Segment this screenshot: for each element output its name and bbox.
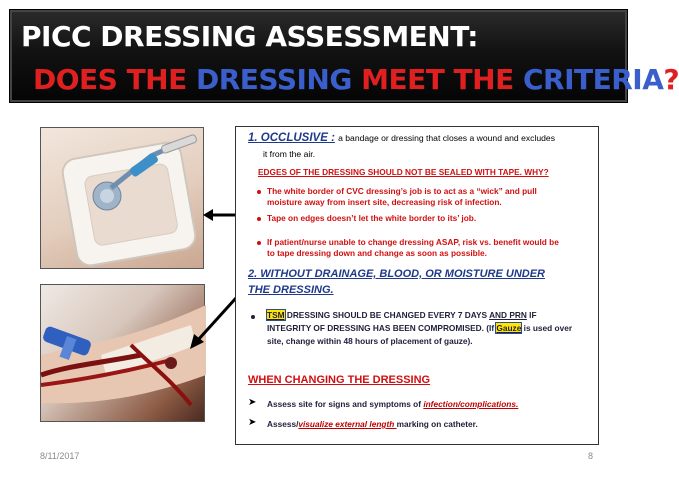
tape-subheading: EDGES OF THE DRESSING SHOULD NOT BE SEALED WITH TAPE. WHY? xyxy=(258,167,549,177)
tsm-text: TSM DRESSING SHOULD BE CHANGED EVERY 7 DAYS AND PRN IF xyxy=(267,310,537,320)
assess-item: Assess/visualize external length marking on catheter. xyxy=(267,419,478,429)
slide-date: 8/11/2017 xyxy=(40,451,80,461)
arrow-left-icon xyxy=(203,208,237,222)
bullet-dot-icon xyxy=(257,217,261,221)
arrow-down-left-icon xyxy=(188,296,238,350)
tsm-highlight: TSM xyxy=(267,310,285,320)
drainage-heading-cont: THE DRESSING. xyxy=(248,284,334,296)
slide-subtitle: DOES THE DRESSING MEET THE CRITERIA? xyxy=(33,63,679,96)
occlusive-heading: 1. OCCLUSIVE : a bandage or dressing that closes a wound and excludes xyxy=(248,132,556,144)
slide-title: PICC DRESSING ASSESSMENT: xyxy=(21,20,479,53)
gauze-highlight: Gauze xyxy=(496,323,522,333)
tsm-text: INTEGRITY OF DRESSING HAS BEEN COMPROMISED. (If Gauze is used over xyxy=(267,323,573,333)
slide-number: 8 xyxy=(588,451,594,461)
occlusive-definition-cont: it from the air. xyxy=(263,149,316,159)
bullet-dot-icon xyxy=(257,190,261,194)
bullet-dot-icon xyxy=(251,315,255,319)
bullet-text: If patient/nurse unable to change dressing ASAP, risk vs. benefit would be xyxy=(267,237,559,247)
assess-item: Assess site for signs and symptoms of infection/complications. xyxy=(267,399,519,409)
drainage-heading: 2. WITHOUT DRAINAGE, BLOOD, OR MOISTURE UNDER xyxy=(248,268,545,280)
arrow-bullet-icon: ➤ xyxy=(248,397,257,408)
bullet-text: to tape dressing down and change as soon as possible. xyxy=(267,248,487,258)
dressing-photo xyxy=(40,127,204,269)
arrow-bullet-icon: ➤ xyxy=(248,417,257,428)
bullet-text: Tape on edges doesn’t let the white border to its’ job. xyxy=(267,213,477,223)
arm-catheter-photo xyxy=(40,284,205,422)
bullet-dot-icon xyxy=(257,241,261,245)
bullet-text: moisture away from insert site, decreasing risk of infection. xyxy=(267,197,502,207)
bullet-text: The white border of CVC dressing’s job is to act as a “wick” and pull xyxy=(267,186,537,196)
occlusive-definition: a bandage or dressing that closes a wound and excludes xyxy=(338,133,556,143)
criteria-panel xyxy=(235,126,599,445)
changing-heading: WHEN CHANGING THE DRESSING xyxy=(248,374,431,386)
title-banner xyxy=(10,10,679,102)
tsm-text: site, change within 48 hours of placement of gauze). xyxy=(267,336,473,346)
